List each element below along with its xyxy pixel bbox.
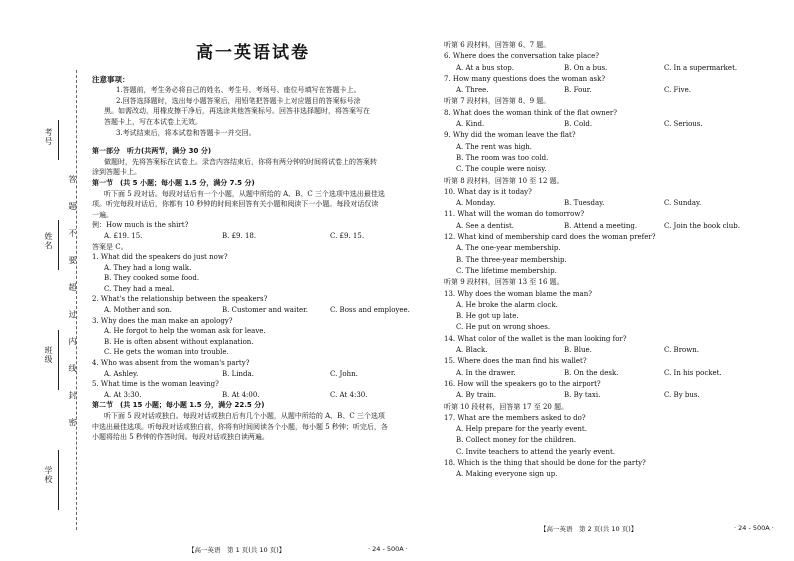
option: A. In the drawer. — [456, 368, 516, 377]
question-4-options — [92, 369, 414, 380]
question-2: 2. What's the relationship between the speakers? — [92, 295, 268, 304]
seal-char: 超 — [68, 283, 77, 292]
example-answer: 答案是 C。 — [92, 242, 128, 251]
option: B. Tuesday. — [564, 199, 605, 208]
notice-line: 答题卡上，写在本试卷上无效。 — [104, 117, 202, 126]
seal-char: 答 — [68, 175, 77, 184]
option: C. At 4:30. — [330, 390, 368, 399]
page-title: 高一英语试卷 — [196, 43, 310, 63]
option: A. By train. — [456, 391, 497, 400]
question-18: 18. Which is the thing that should be done for the party? — [444, 458, 646, 467]
question-15-options — [444, 368, 774, 379]
question-8: 8. What does the woman think of the flat owner? — [444, 108, 618, 117]
kaohao-line — [58, 120, 59, 160]
option: C. John. — [330, 369, 358, 378]
option: C. In his pocket. — [664, 368, 722, 377]
left-footer: 【高一英语 第 1 页(共 10 页)】 — [188, 546, 286, 554]
part1-desc: 涂到答题卡上。 — [92, 168, 141, 177]
option: A. Ashley. — [104, 369, 139, 378]
option: B. £9. 18. — [222, 231, 257, 240]
part1-desc: 做题时，先将答案标在试卷上。录音内容结束后，你将有两分钟的时间将试卷上的答案转 — [104, 157, 377, 166]
question-5: 5. What time is the woman leaving? — [92, 380, 219, 389]
seal-char: 线 — [68, 364, 77, 373]
section1-desc: 项。听完每段对话后，你都有 10 秒钟的时间来回答有关小题和阅读下一小题。每段对话仅读 — [92, 200, 379, 209]
seal-char: 过 — [68, 310, 77, 319]
question-11-options — [444, 221, 774, 232]
seal-char: 不 — [68, 229, 77, 238]
option: C. Invite teachers to attend the yearly event. — [456, 447, 615, 456]
option: A. He forgot to help the woman ask for leave. — [104, 327, 266, 336]
option: B. By taxi. — [564, 391, 601, 400]
option: A. Monday. — [456, 199, 496, 208]
option: B. The room was too cold. — [456, 153, 549, 162]
option: A. The one-year membership. — [456, 244, 561, 253]
example-question: 例：How much is the shirt? — [92, 221, 189, 230]
option: B. He got up late. — [456, 312, 519, 321]
section1-desc: 一遍。 — [92, 210, 113, 219]
question-4: 4. Who was absent from the woman's party? — [92, 359, 250, 368]
option: C. He put on wrong shoes. — [456, 323, 551, 332]
option: B. Attend a meeting. — [564, 221, 638, 230]
binding-strip — [8, 20, 86, 560]
material-heading: 听第 8 段材料，回答第 10 至 12 题。 — [444, 176, 564, 185]
question-15: 15. Where does the man find his wallet? — [444, 357, 587, 366]
xingming-label: 姓名 — [44, 232, 53, 250]
option: A. At 3:30. — [104, 390, 142, 399]
option: A. At a bus stop. — [456, 63, 515, 72]
notice-line: 3.考试结束后，将本试卷和答题卡一并交回。 — [116, 128, 256, 137]
section2-desc: 听下面 5 段对话或独白。每段对话或独白后有几个小题，从题中所给的 A、B、C 三个选项 — [104, 412, 385, 420]
notice-line: 1.答题前，考生务必将自己的姓名、考生号、考场号、座位号填写在答题卡上。 — [116, 86, 361, 95]
option: A. Making everyone sign up. — [456, 470, 558, 479]
option: C. In a supermarket. — [664, 63, 738, 72]
question-17: 17. What are the members asked to do? — [444, 413, 586, 422]
option: A. Three. — [456, 86, 489, 95]
seal-dashed-line — [76, 70, 77, 530]
option: C. Boss and employee. — [330, 306, 410, 315]
option: A. Mother and son. — [104, 306, 172, 315]
section1-heading: 第一节 (共 5 小题；每小题 1.5 分，满分 7.5 分) — [92, 178, 255, 187]
option: C. The lifetime membership. — [456, 266, 557, 275]
option: A. They had a long walk. — [104, 263, 192, 272]
question-16-options — [444, 390, 774, 401]
question-3: 3. Why does the man make an apology? — [92, 316, 233, 325]
section1-desc: 听下面 5 段对话。每段对话后有一个小题，从题中所给的 A、B、C 三个选项中选出最佳选 — [104, 189, 385, 198]
section2-desc: 中选出最佳选项。听每段对话或独白前，你将有时间阅读各个小题，每小题 5 秒钟；听完后，各 — [92, 422, 388, 431]
question-7-options — [444, 85, 774, 96]
material-heading: 听第 10 段材料，回答第 17 至 20 题。 — [444, 402, 569, 411]
question-10-options — [444, 198, 774, 209]
option: B. Blue. — [564, 346, 592, 355]
option: C. £9. 15. — [330, 231, 365, 240]
option: B. Customer and waiter. — [222, 306, 308, 315]
option: A. The rent was high. — [456, 142, 533, 151]
seal-char: 密 — [68, 418, 77, 427]
material-heading: 听第 9 段材料，回答第 13 至 16 题。 — [444, 278, 564, 287]
right-column — [444, 40, 774, 550]
option: C. Brown. — [664, 346, 699, 355]
question-5-options — [92, 390, 414, 401]
option: A. Help prepare for the yearly event. — [456, 425, 587, 434]
xingming-line — [58, 220, 59, 270]
material-heading: 听第 6 段材料，回答第 6、7 题。 — [444, 41, 551, 49]
xuexiao-line — [58, 450, 59, 510]
question-16: 16. How will the speakers go to the airport? — [444, 379, 601, 388]
question-14: 14. What color of the wallet is the man looking for? — [444, 334, 627, 343]
option: A. £19. 15. — [104, 231, 143, 240]
option: B. They cooked some food. — [104, 274, 200, 283]
seal-char: 要 — [68, 256, 77, 265]
option: A. Kind. — [456, 120, 485, 129]
option: A. See a dentist. — [456, 221, 515, 230]
option: B. Cold. — [564, 120, 593, 129]
question-2-options — [92, 305, 414, 316]
seal-char: 题 — [68, 202, 77, 211]
option: B. Collect money for the children. — [456, 436, 577, 445]
option: B. The three-year membership. — [456, 255, 567, 264]
banji-line — [58, 330, 59, 390]
option: C. By bus. — [664, 391, 700, 400]
option: B. Four. — [564, 86, 592, 95]
question-11: 11. What will the woman do tomorrow? — [444, 210, 585, 219]
right-code: · 24 - 500A · — [734, 524, 774, 532]
xuexiao-label: 学校 — [44, 466, 53, 484]
option: A. Black. — [456, 346, 488, 355]
question-8-options — [444, 119, 774, 130]
question-12: 12. What kind of membership card does the woman prefer? — [444, 233, 656, 242]
left-column — [92, 38, 414, 548]
question-7: 7. How many questions does the woman ask? — [444, 74, 606, 83]
notice-line: 2.回答选择题时，选出每小题答案后，用铅笔把答题卡上对应题目的答案标号涂 — [116, 96, 361, 105]
left-code: · 24 - 500A · — [368, 545, 408, 553]
option: C. They had a meal. — [104, 284, 175, 293]
option: C. Sunday. — [664, 199, 702, 208]
option: B. On a bus. — [564, 63, 608, 72]
question-6: 6. Where does the conversation take place? — [444, 52, 599, 61]
question-1: 1. What did the speakers do just now? — [92, 253, 228, 262]
section2-heading: 第二节 (共 15 小题；每小题 1.5 分，满分 22.5 分) — [92, 401, 265, 410]
banji-label: 班级 — [44, 346, 53, 364]
seal-char: 封 — [68, 391, 77, 400]
option: C. Five. — [664, 86, 691, 95]
option: C. He gets the woman into trouble. — [104, 348, 229, 357]
notice-title: 注意事项： — [92, 74, 130, 84]
option: B. He is often absent without explanation. — [104, 337, 254, 346]
question-13: 13. Why does the woman blame the man? — [444, 289, 592, 298]
option: B. Linda. — [222, 369, 254, 378]
right-footer: 【高一英语 第 2 页(共 10 页)】 — [540, 525, 638, 533]
material-heading: 听第 7 段材料，回答第 8、9 题。 — [444, 97, 551, 106]
question-9: 9. Why did the woman leave the flat? — [444, 131, 576, 140]
question-10: 10. What day is it today? — [444, 187, 532, 196]
seal-char: 内 — [68, 337, 77, 346]
question-6-options — [444, 63, 774, 74]
part1-heading: 第一部分 听力(共两节，满分 30 分) — [92, 147, 212, 156]
option: C. The couple were noisy. — [456, 165, 547, 174]
section2-desc: 小题将给出 5 秒钟的作答时间。每段对话或独白读两遍。 — [92, 433, 269, 442]
option: B. On the desk. — [564, 368, 619, 377]
option: C. Join the book club. — [664, 221, 740, 230]
example-options — [92, 231, 414, 242]
option: A. He broke the alarm clock. — [456, 300, 558, 309]
option: C. Serious. — [664, 120, 703, 129]
kaohao-label: 考号 — [44, 128, 53, 146]
notice-line: 黑。如需改动，用橡皮擦干净后，再选涂其他答案标号。回答非选择题时，将答案写在 — [104, 107, 370, 116]
question-14-options — [444, 345, 774, 356]
option: B. At 4:00. — [222, 390, 260, 399]
